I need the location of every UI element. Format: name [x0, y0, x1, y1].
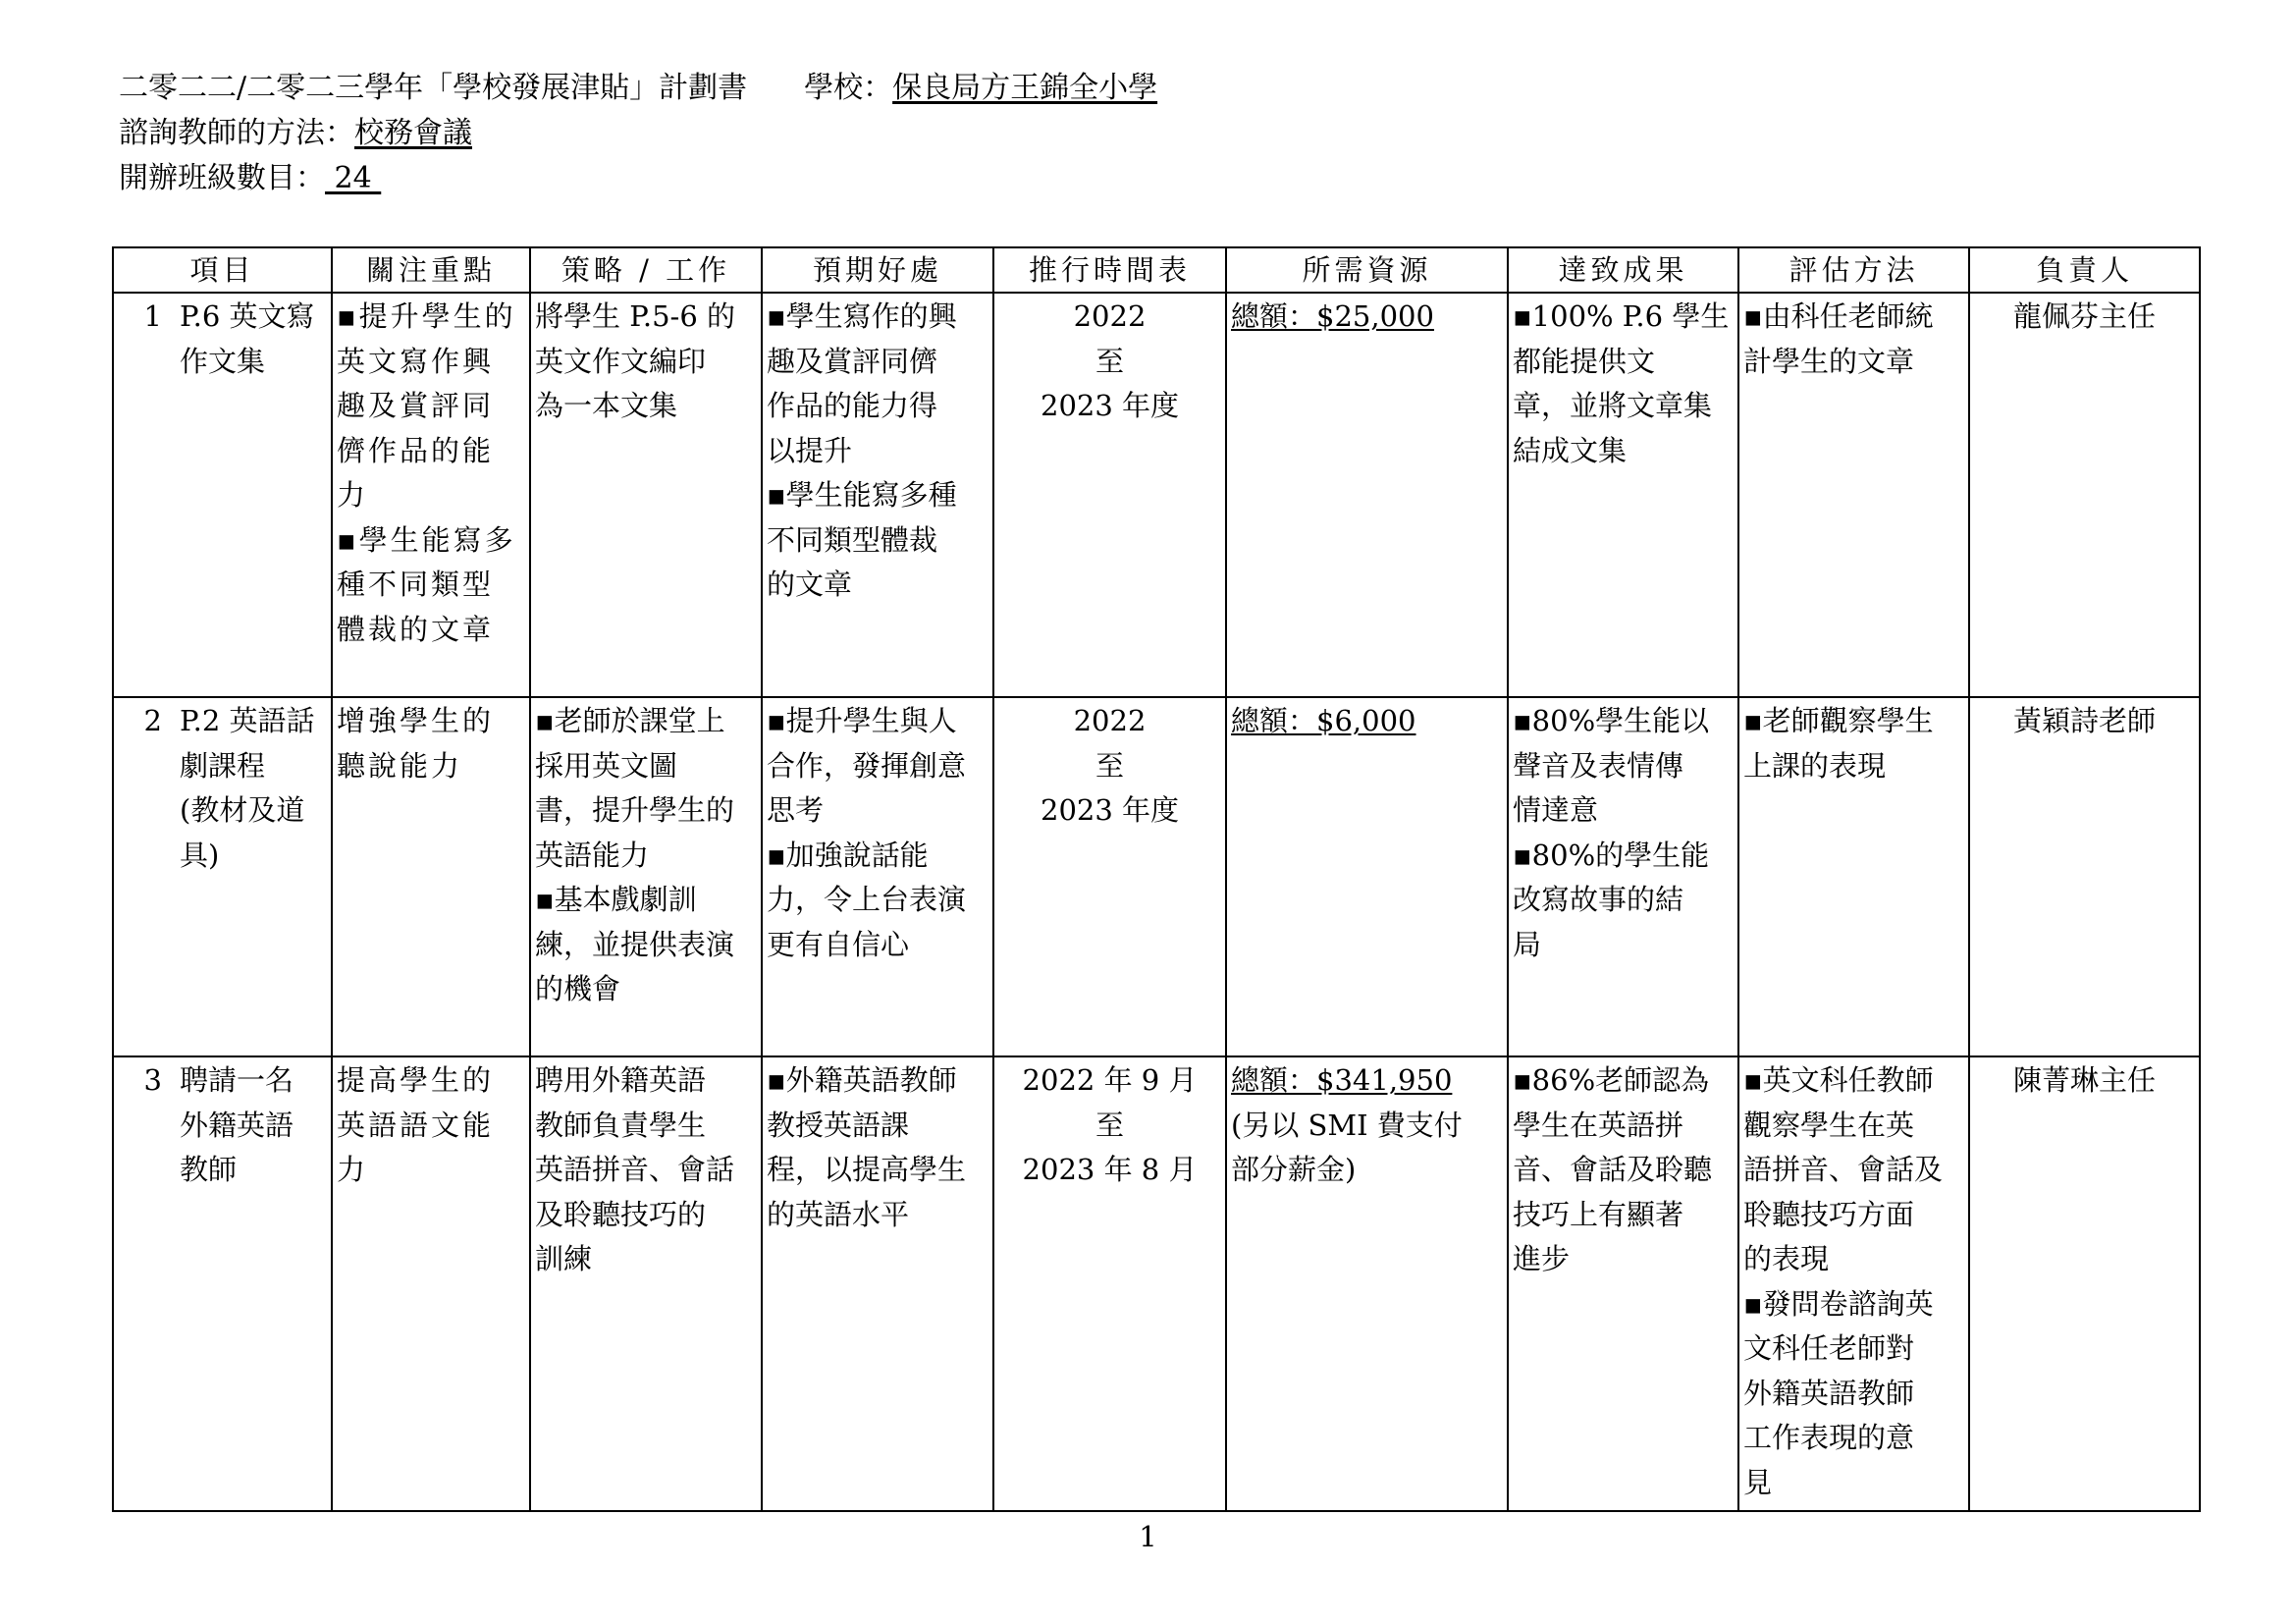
header-benefit: 預期好處	[762, 247, 993, 293]
cell-line: 採用英文圖	[535, 748, 678, 783]
cell-line: 進步	[1513, 1242, 1571, 1275]
cell-focus	[332, 293, 530, 697]
cell-line: ▪加強說話能	[767, 838, 929, 872]
cell-line: 作文集	[180, 344, 266, 378]
cell-item	[176, 697, 332, 1056]
cell-item	[176, 293, 332, 697]
cell-line: (另以 SMI 費支付	[1231, 1108, 1463, 1142]
cell-line: (教材及道	[180, 793, 305, 827]
cell-line: ▪80%學生能以	[1513, 704, 1710, 737]
cell-line: 劇課程	[180, 748, 266, 783]
cell-line: 局	[1513, 927, 1542, 961]
cell-line: 種不同類型	[337, 568, 495, 601]
cell-benefit	[762, 293, 993, 697]
cell-line: ▪86%老師認為	[1513, 1063, 1710, 1097]
cell-outcome	[1508, 293, 1738, 697]
consult-method: 校務會議	[354, 116, 472, 150]
cell-line: 思考	[767, 793, 825, 827]
cell-line: 2022	[1073, 299, 1147, 333]
cell-line: ▪100% P.6 學生	[1513, 299, 1730, 333]
classes-count: 24	[325, 161, 382, 195]
cell-line: 不同類型體裁	[767, 522, 938, 557]
cell-line: 的表現	[1743, 1242, 1830, 1275]
cell-line: ▪老師觀察學生	[1743, 704, 1934, 737]
cell-line: 2023 年度	[1041, 793, 1180, 827]
cell-line: ▪基本戲劇訓	[535, 883, 697, 916]
resource-total	[1231, 1058, 1503, 1104]
cell-line: 外籍英語	[180, 1108, 294, 1142]
cell-line: 見	[1743, 1465, 1773, 1499]
cell-line: 的文章	[767, 568, 853, 601]
header-resource: 所需資源	[1226, 247, 1508, 293]
cell-line: 練，並提供表演	[535, 927, 735, 961]
header-item: 項目	[113, 247, 332, 293]
cell-line: 聘用外籍英語	[535, 1063, 707, 1097]
cell-schedule	[993, 1056, 1226, 1511]
table-header-row	[113, 247, 2200, 293]
cell-line: 外籍英語教師	[1743, 1376, 1915, 1410]
header-strategy: 策略 / 工作	[530, 247, 762, 293]
cell-line: ▪學生寫作的興	[767, 299, 957, 333]
document-title: 二零二二/二零二三學年「學校發展津貼」計劃書	[119, 71, 748, 105]
header-focus: 關注重點	[332, 247, 530, 293]
header-schedule: 推行時間表	[993, 247, 1226, 293]
cell-line: 文科任老師對	[1743, 1331, 1915, 1365]
cell-line: 英文寫作興	[337, 344, 495, 378]
cell-line: ▪由科任老師統	[1743, 299, 1934, 333]
cell-line: 章，並將文章集	[1513, 389, 1713, 422]
cell-strategy	[530, 293, 762, 697]
cell-resource	[1226, 1056, 1508, 1511]
cell-line: 2023 年 8 月	[1022, 1153, 1198, 1186]
cell-line: 教師	[180, 1153, 238, 1186]
row-number: 3	[113, 1056, 176, 1511]
cell-outcome	[1508, 697, 1738, 1056]
cell-line: 計學生的文章	[1743, 344, 1915, 378]
cell-line: 英語拼音、會話	[535, 1153, 735, 1186]
table-row	[113, 697, 2200, 1056]
cell-line: 學生在英語拼	[1513, 1108, 1684, 1142]
cell-line: 力	[337, 1153, 369, 1186]
cell-evaluation	[1738, 293, 1969, 697]
page-number: 1	[1139, 1520, 1157, 1553]
cell-line: 聲音及表情傳	[1513, 748, 1684, 783]
cell-line: 結成文集	[1513, 433, 1628, 467]
cell-line: 具)	[180, 838, 220, 872]
cell-line: ▪提升學生的	[337, 299, 516, 333]
cell-line: 及聆聽技巧的	[535, 1197, 707, 1231]
cell-line: 聽說能力	[337, 748, 463, 783]
cell-resource	[1226, 293, 1508, 697]
row-number: 1	[113, 293, 176, 697]
cell-line: ▪發問卷諮詢英	[1743, 1286, 1934, 1321]
cell-line: 音、會話及聆聽	[1513, 1153, 1713, 1186]
row-number: 2	[113, 697, 176, 1056]
cell-line: 2022 年 9 月	[1022, 1063, 1198, 1097]
cell-line: 訓練	[535, 1242, 593, 1275]
resource-total	[1231, 699, 1503, 744]
cell-line: 體裁的文章	[337, 612, 495, 646]
plan-table	[112, 246, 2201, 1512]
cell-line: 力	[337, 478, 369, 512]
cell-line: 合作，發揮創意	[767, 748, 967, 783]
classes-label: 開辦班級數目：	[119, 161, 325, 195]
cell-benefit	[762, 697, 993, 1056]
cell-line: 以提升	[767, 433, 853, 467]
cell-line: 都能提供文	[1513, 344, 1656, 378]
cell-item	[176, 1056, 332, 1511]
resource-total-amount: 總額：$6,000	[1231, 704, 1416, 737]
cell-line: 程，以提高學生	[767, 1153, 967, 1186]
cell-line: 至	[1095, 344, 1125, 378]
cell-benefit	[762, 1056, 993, 1511]
cell-line: 改寫故事的結	[1513, 883, 1684, 916]
cell-line: 語拼音、會話及	[1743, 1153, 1944, 1186]
cell-focus	[332, 1056, 530, 1511]
cell-line: ▪英文科任教師	[1743, 1063, 1934, 1097]
cell-line: 英文作文編印	[535, 344, 707, 378]
cell-line: 聘請一名	[180, 1063, 294, 1097]
cell-line: 2023 年度	[1041, 389, 1180, 422]
cell-strategy	[530, 697, 762, 1056]
cell-evaluation	[1738, 697, 1969, 1056]
cell-resource	[1226, 697, 1508, 1056]
cell-line: 工作表現的意	[1743, 1421, 1915, 1454]
cell-line: 英語語文能	[337, 1108, 495, 1142]
cell-strategy	[530, 1056, 762, 1511]
resource-total-amount: 總額：$25,000	[1231, 299, 1434, 333]
table-row	[113, 1056, 2200, 1511]
cell-line: 趣及賞評同	[337, 389, 495, 422]
cell-line: 英語能力	[535, 838, 650, 872]
cell-schedule	[993, 697, 1226, 1056]
document-title-line	[119, 69, 1157, 108]
cell-line: 2022	[1073, 704, 1147, 737]
cell-line: 增強學生的	[337, 704, 495, 737]
school-name: 保良局方王錦全小學	[892, 71, 1158, 105]
cell-line: 情達意	[1513, 793, 1599, 827]
consult-label: 諮詢教師的方法：	[119, 116, 354, 150]
cell-person: 龍佩芬主任	[1969, 293, 2200, 697]
cell-line: 的英語水平	[767, 1197, 910, 1231]
cell-line: 更有自信心	[767, 927, 910, 961]
cell-line: 教授英語課	[767, 1108, 910, 1142]
cell-line: 提高學生的	[337, 1063, 495, 1097]
cell-line: 力，令上台表演	[767, 883, 967, 916]
cell-line: 觀察學生在英	[1743, 1108, 1915, 1142]
cell-schedule	[993, 293, 1226, 697]
cell-line: ▪外籍英語教師	[767, 1063, 957, 1097]
cell-line: 為一本文集	[535, 389, 678, 422]
header-outcome: 達致成果	[1508, 247, 1738, 293]
cell-outcome	[1508, 1056, 1738, 1511]
header-person: 負責人	[1969, 247, 2200, 293]
consult-method-line	[119, 114, 472, 153]
resource-total	[1231, 295, 1503, 340]
cell-line: 至	[1095, 748, 1125, 783]
cell-line: ▪老師於課堂上	[535, 704, 725, 737]
cell-line: ▪80%的學生能	[1513, 838, 1710, 872]
class-count-line	[119, 159, 381, 198]
cell-line: 作品的能力得	[767, 389, 938, 422]
table-row	[113, 293, 2200, 697]
cell-line: 技巧上有顯著	[1513, 1197, 1684, 1231]
cell-line: 將學生 P.5-6 的	[535, 299, 736, 333]
cell-line: ▪學生能寫多	[337, 522, 516, 557]
resource-total-amount: 總額：$341,950	[1231, 1063, 1453, 1097]
cell-line: 書，提升學生的	[535, 793, 735, 827]
cell-line: 至	[1095, 1108, 1125, 1142]
cell-line: 儕作品的能	[337, 433, 495, 467]
cell-line: 教師負責學生	[535, 1108, 707, 1142]
school-label: 學校：	[804, 71, 893, 105]
cell-line: ▪提升學生與人	[767, 704, 957, 737]
cell-line: 趣及賞評同儕	[767, 344, 938, 378]
cell-person: 陳菁琳主任	[1969, 1056, 2200, 1511]
cell-line: P.6 英文寫	[180, 299, 315, 333]
cell-evaluation	[1738, 1056, 1969, 1511]
cell-line: 部分薪金)	[1231, 1153, 1357, 1186]
cell-line: 聆聽技巧方面	[1743, 1197, 1915, 1231]
cell-line: 的機會	[535, 972, 621, 1005]
cell-line: P.2 英語話	[180, 704, 315, 737]
cell-focus	[332, 697, 530, 1056]
header-evaluation: 評估方法	[1738, 247, 1969, 293]
cell-line: 上課的表現	[1743, 748, 1887, 783]
cell-line: ▪學生能寫多種	[767, 478, 957, 512]
cell-person: 黃穎詩老師	[1969, 697, 2200, 1056]
